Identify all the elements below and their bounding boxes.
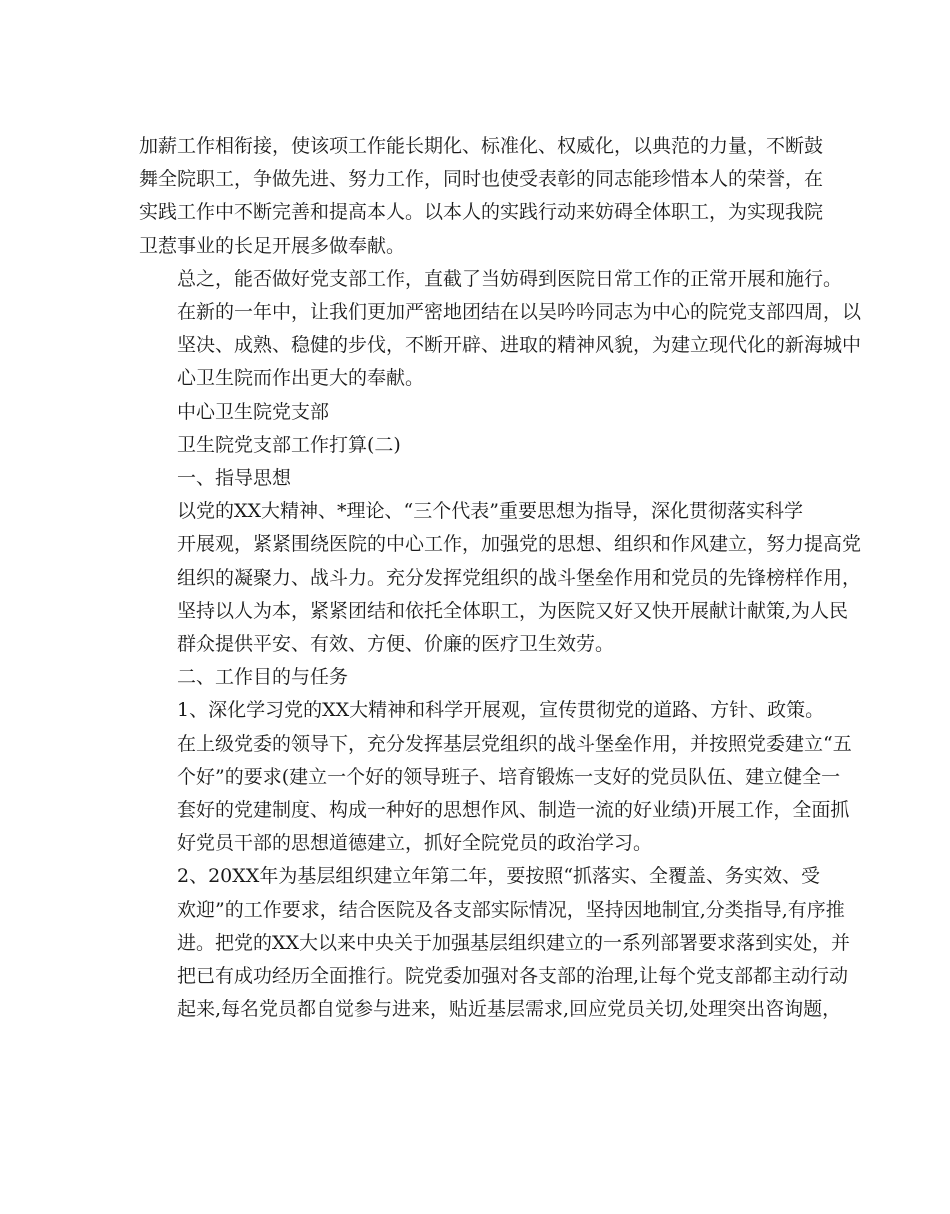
paragraph [139, 860, 851, 1026]
text-line: 总之，能否做好党支部工作，直截了当妨碍到医院日常工作的正常开展和施行。 [177, 267, 843, 290]
paragraph [139, 462, 819, 495]
text-line: 坚决、成熟、稳健的步伐，不断开辟、进取的精神风貌，为建立现代化的新海城中 [177, 334, 862, 357]
text-line: 把已有成功经历全面推行。院党委加强对各支部的治理,让每个党支部都主动行动 [177, 965, 849, 988]
text-line: 卫生院党支部工作打算(二) [177, 433, 401, 456]
text-line: 欢迎”的工作要求，结合医院及各支部实际情况，坚持因地制宜,分类指导,有序推 [177, 898, 845, 921]
document-body [139, 130, 862, 1026]
paragraph [139, 694, 852, 860]
text-line: 卫惹事业的长足开展多做奉献。 [139, 234, 406, 257]
paragraph [139, 396, 819, 429]
text-line: 起来,每名党员都自觉参与进来，贴近基层需求,回应党员关切,处理突出咨询题， [177, 998, 842, 1021]
text-line: 群众提供平安、有效、方便、价廉的医疗卫生效劳。 [177, 633, 615, 656]
paragraph [139, 495, 862, 661]
text-line: 一、指导思想 [177, 467, 292, 490]
paragraph [139, 661, 819, 694]
text-line: 中心卫生院党支部 [177, 400, 330, 423]
text-line: 1、深化学习党的XX大精神和科学开展观，宣传贯彻党的道路、方针、政策。 [177, 699, 825, 722]
text-line: 在新的一年中，让我们更加严密地团结在以吴吟吟同志为中心的院党支部四周，以 [177, 301, 862, 324]
text-line: 实践工作中不断完善和提高本人。以本人的实践行动来妨碍全体职工，为实现我院 [139, 201, 824, 224]
paragraph [139, 263, 862, 396]
text-line: 开展观，紧紧围绕医院的中心工作，加强党的思想、组织和作风建立，努力提高党 [177, 533, 862, 556]
text-line: 坚持以人为本，紧紧团结和依托全体职工，为医院又好又快开展献计献策,为人民 [177, 599, 849, 622]
text-line: 组织的凝聚力、战斗力。充分发挥党组织的战斗堡垒作用和党员的先锋榜样作用， [177, 566, 862, 589]
text-line: 进。把党的XX大以来中央关于加强基层组织建立的一系列部署要求落到实处，并 [177, 931, 851, 954]
text-line: 加薪工作相衔接，使该项工作能长期化、标准化、权威化，以典范的力量，不断鼓 [139, 135, 824, 157]
paragraph [139, 130, 824, 263]
text-line: 心卫生院而作出更大的奉献。 [177, 367, 425, 390]
paragraph [139, 429, 819, 462]
text-line: 好党员干部的思想道德建立，抓好全院党员的政治学习。 [177, 832, 653, 855]
text-line: 二、工作目的与任务 [177, 666, 349, 689]
text-line: 套好的党建制度、构成一种好的思想作风、制造一流的好业绩)开展工作，全面抓 [177, 799, 850, 822]
text-line: 以党的XX大精神、*理论、“三个代表”重要思想为指导，深化贯彻落实科学 [177, 500, 803, 523]
text-line: 2、20XX年为基层组织建立年第二年，要按照“抓落实、全覆盖、务实效、受 [177, 865, 821, 888]
text-line: 在上级党委的领导下，充分发挥基层党组织的战斗堡垒作用，并按照党委建立“五 [177, 732, 852, 755]
text-line: 舞全院职工，争做先进、努力工作，同时也使受表彰的同志能珍惜本人的荣誉，在 [139, 168, 824, 191]
text-line: 个好”的要求(建立一个好的领导班子、培育锻炼一支好的党员队伍、建立健全一 [177, 765, 841, 788]
